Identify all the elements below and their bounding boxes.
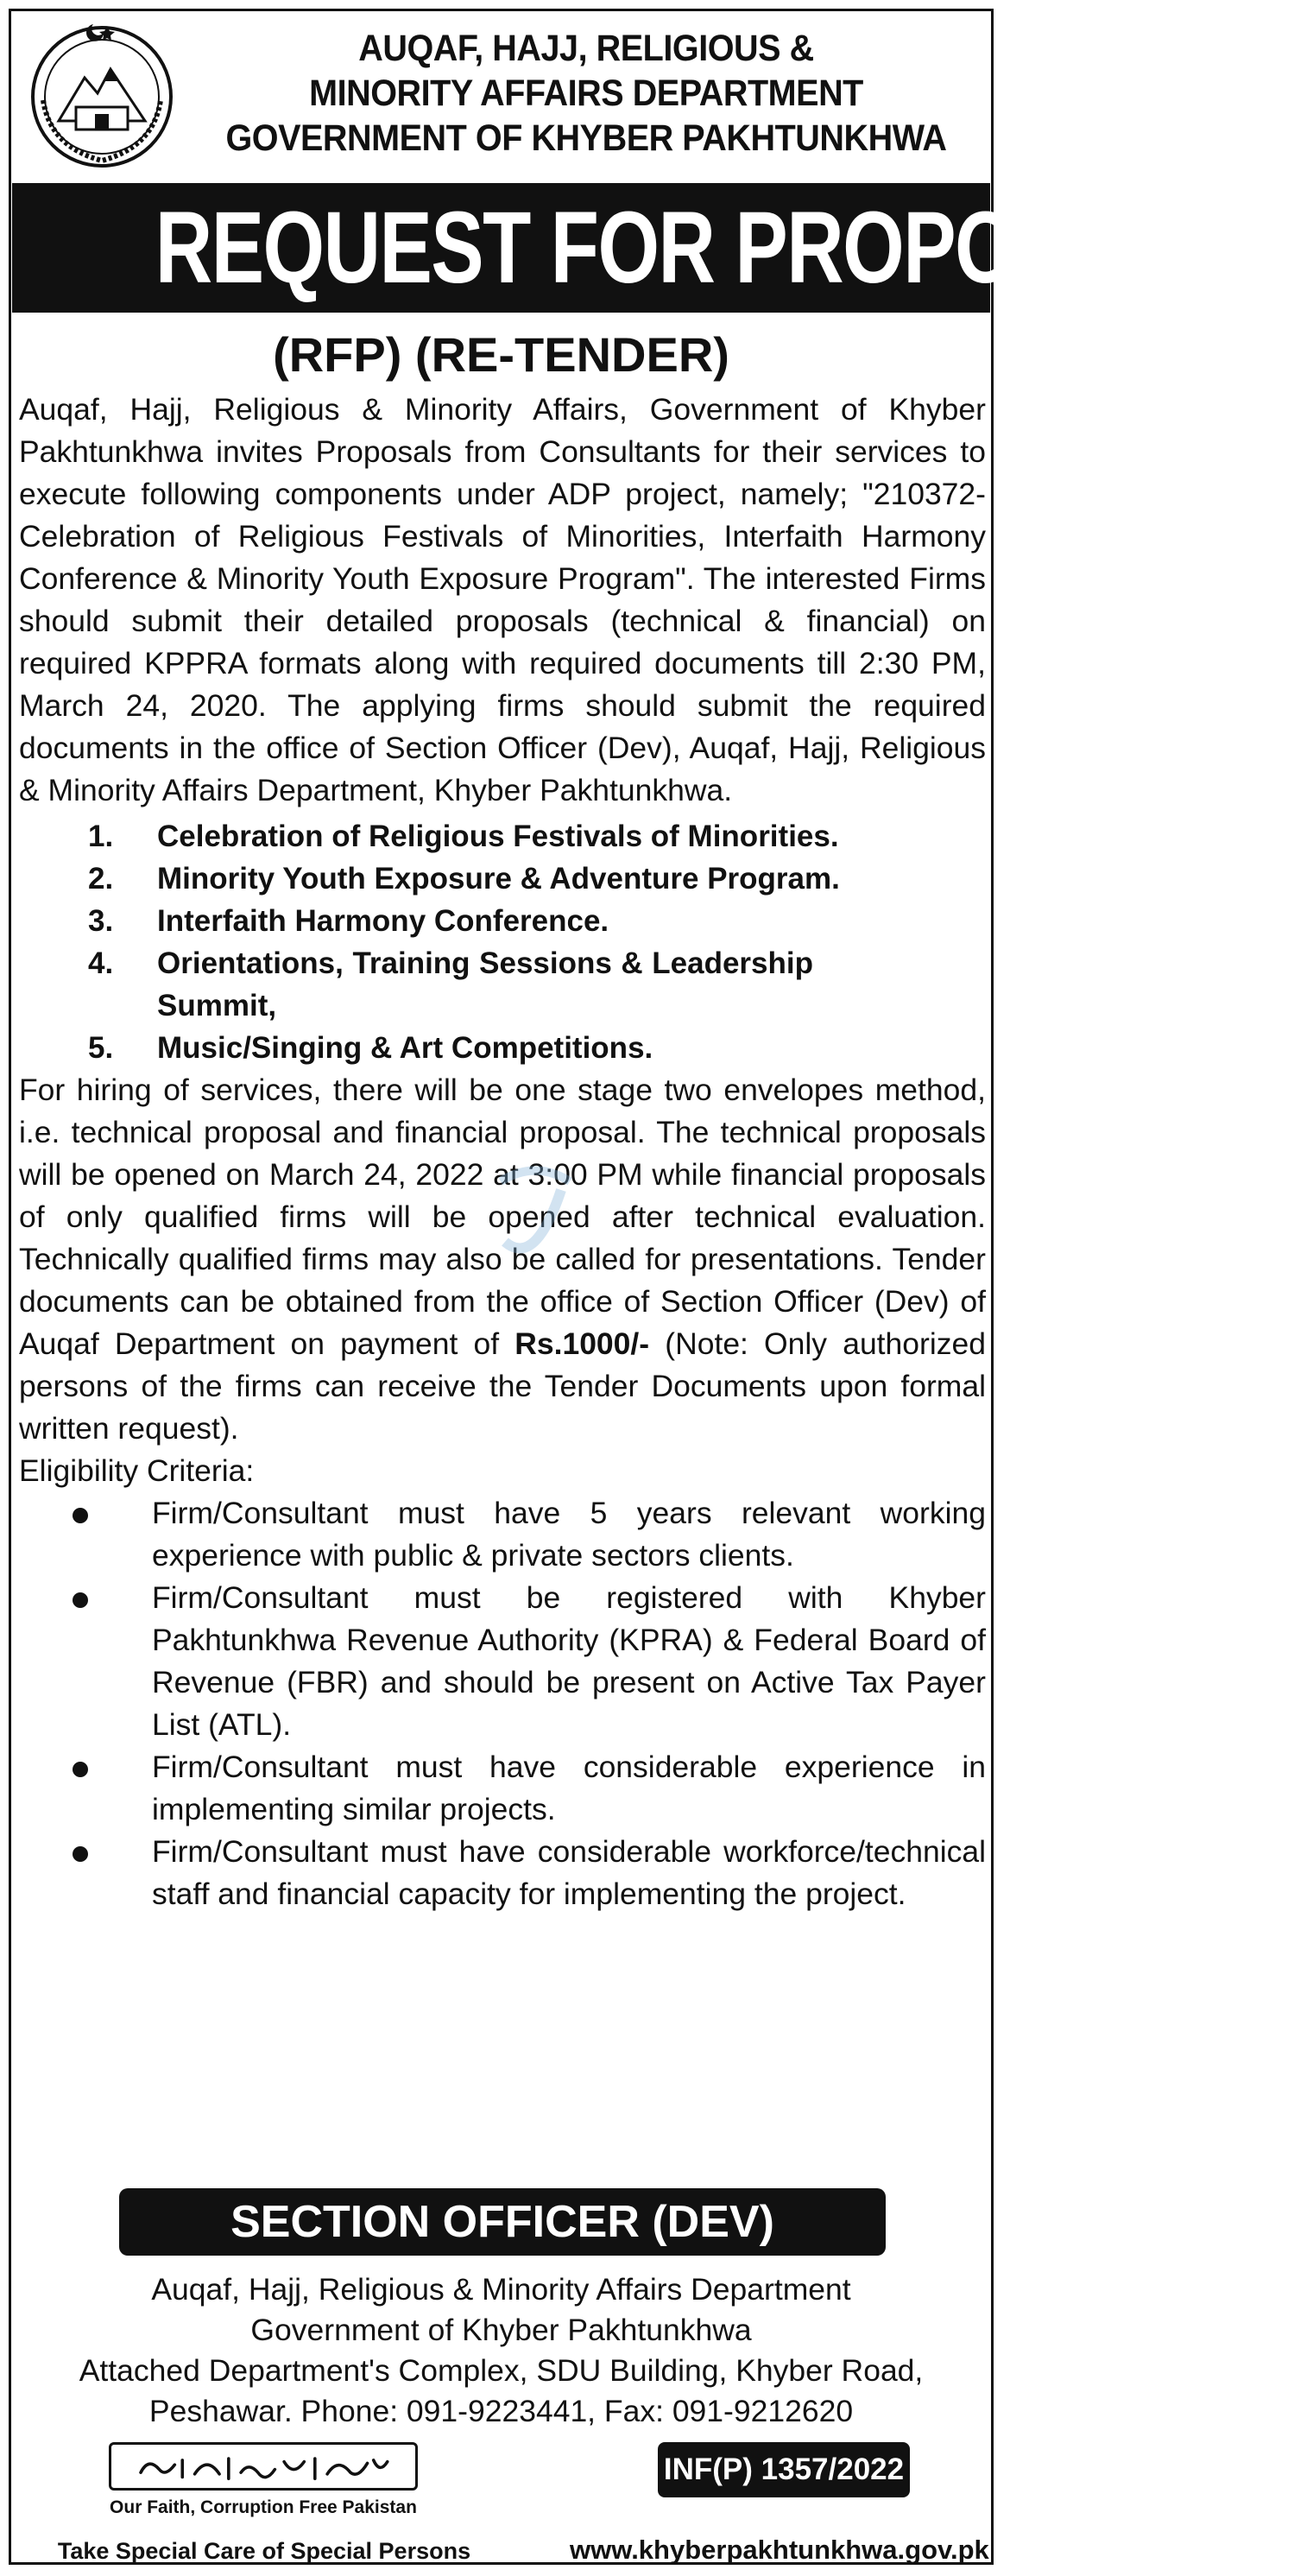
website-link[interactable]: www.khyberpakhtunkhwa.gov.pk [570,2535,989,2565]
list-item [19,1492,986,1577]
department-name [217,26,956,161]
list-number: 4. [88,946,114,980]
hiring-text: For hiring of services, there will be one stage two envelopes method, i.e. technical proposal and financial proposal. The technical proposals will be opened on March 24, 2022 at 3:00 PM while financial proposals of only qualified firms will be opened after technical evaluation. Technically qualified firms may also be called for presentations. Tender documents can be obtained from the office of Section Officer (Dev) of Auqaf Department on payment of [19,1073,986,1361]
address-line-3: Attached Department's Complex, SDU Building, Khyber Road, [79,2353,924,2388]
intro-paragraph: Auqaf, Hajj, Religious & Minority Affairs, Government of Khyber Pakhtunkhwa invites Proposals from Consultants for their services to execute following components under ADP project, namely; "210372-Celebration of Religious Festivals of Minorities, Interfaith Harmony Conference & Minority Youth Exposure Program". The interested Firms should submit their detailed proposals (technical & financial) on required KPPRA formats along with required documents till 2:30 PM, March 24, 2020. The applying firms should submit the required documents in the office of Section Officer (Dev), Auqaf, Hajj, Religious & Minority Affairs Department, Khyber Pakhtunkhwa. [19,392,986,807]
notice-body [19,389,986,1915]
address-line-1: Auqaf, Hajj, Religious & Minority Affairs Department [151,2272,851,2307]
list-item [19,815,986,858]
anti-corruption-slogan [104,2437,423,2530]
urdu-slogan-logo-icon [109,2442,418,2491]
criterion-text: Firm/Consultant must have 5 years relevant working experience with public & private sectors clients. [152,1496,986,1573]
title-banner [12,183,1171,313]
contact-address [12,2269,990,2432]
list-text: Minority Youth Exposure & Adventure Program. [157,862,840,896]
watermark-logo-icon [483,1155,587,1276]
bullet-icon [73,1762,88,1777]
list-item [19,900,986,942]
signatory-banner [119,2188,886,2256]
department-line-3: GOVERNMENT OF KHYBER PAKHTUNKHWA [225,117,947,159]
address-line-4: Peshawar. Phone: 091-9223441, Fax: 091-9212620 [148,2394,854,2428]
inf-number-badge [658,2442,910,2497]
department-line-2: MINORITY AFFAIRS DEPARTMENT [309,73,863,114]
criterion-text: Firm/Consultant must have considerable workforce/technical staff and financial capacity for implementing the project. [152,1834,986,1911]
list-item [19,1746,986,1831]
inf-number: INF(P) 1357/2022 [663,2453,905,2486]
list-item [19,1577,986,1746]
signatory-title: SECTION OFFICER (DEV) [230,2197,774,2247]
list-number: 2. [88,862,114,896]
list-text: Music/Singing & Art Competitions. [157,1031,653,1065]
eligibility-heading: Eligibility Criteria: [19,1453,255,1488]
list-text: Interfaith Harmony Conference. [157,904,609,938]
components-list [19,815,986,1069]
subtitle: (RFP) (RE-TENDER) [273,327,729,382]
kp-government-emblem-icon [24,17,180,171]
list-number: 1. [88,820,114,853]
eligibility-list [19,1492,986,1915]
bullet-icon [73,1508,88,1523]
special-persons-note: Take Special Care of Special Persons [57,2538,471,2564]
bullet-icon [73,1592,88,1608]
list-item [19,942,986,1027]
list-item [19,1027,986,1069]
list-number: 3. [88,904,114,938]
list-number: 5. [88,1031,114,1065]
list-item [19,858,986,900]
criterion-text: Firm/Consultant must be registered with Khyber Pakhtunkhwa Revenue Authority (KPRA) & Federal Board of Revenue (FBR) and should be present on Active Tax Payer List (ATL). [152,1580,986,1742]
fee-amount: Rs.1000/- [514,1326,650,1361]
address-line-2: Government of Khyber Pakhtunkhwa [250,2313,752,2347]
slogan-english: Our Faith, Corruption Free Pakistan [110,2497,417,2517]
criterion-text: Firm/Consultant must have considerable experience in implementing similar projects. [152,1750,986,1826]
page-title: REQUEST FOR PROPOSAL [155,191,1171,305]
note-text: (Note: Only authorized persons of the firms can receive the Tender Documents upon formal written request). [19,1326,986,1446]
list-text: Orientations, Training Sessions & Leadership Summit, [157,946,813,1022]
department-line-1: AUQAF, HAJJ, RELIGIOUS & [358,28,814,69]
list-text: Celebration of Religious Festivals of Minorities. [157,820,839,853]
header [12,12,990,176]
bullet-icon [73,1846,88,1862]
list-item [19,1831,986,1915]
